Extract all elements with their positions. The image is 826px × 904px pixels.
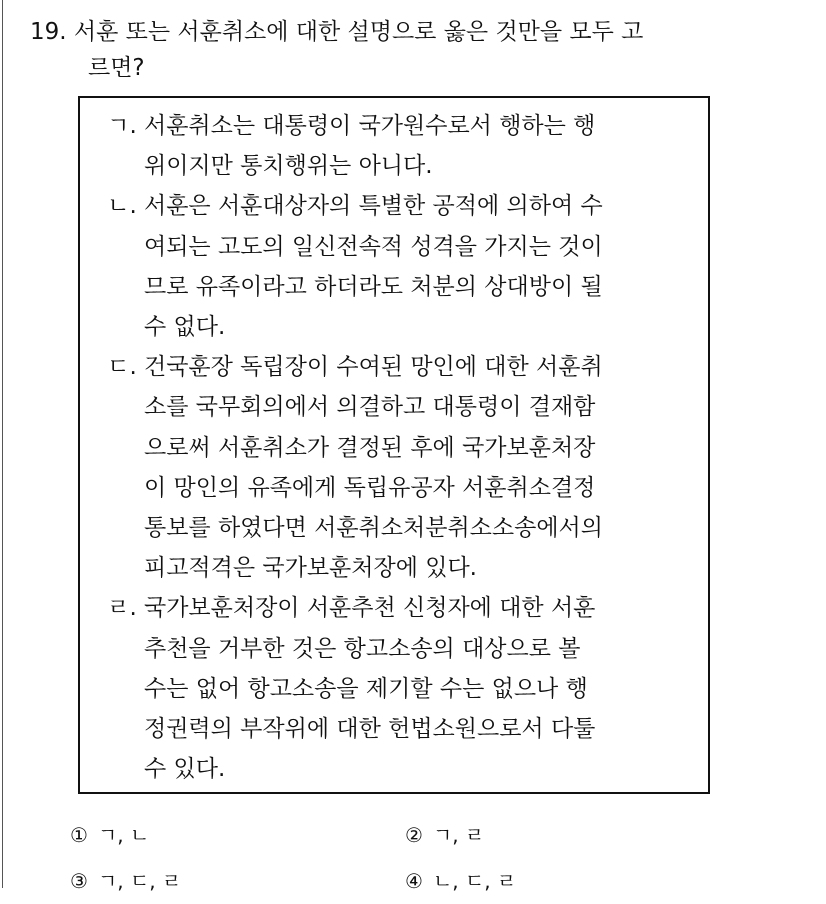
statement-line	[100, 227, 603, 267]
question	[30, 14, 790, 86]
statement-text: 정권력의 부작위에 대한 헌법소원으로서 다툴	[144, 716, 596, 743]
statement-text: 서훈은 서훈대상자의 특별한 공적에 의하여 수	[144, 193, 603, 220]
statement-item	[100, 186, 603, 347]
statement-line	[100, 749, 603, 789]
statement-line	[100, 267, 603, 307]
statement-text: 건국훈장 독립장이 수여된 망인에 대한 서훈취	[144, 354, 603, 381]
statement-item	[100, 106, 603, 186]
question-text-line1: 서훈 또는 서훈취소에 대한 설명으로 옳은 것만을 모두 고	[73, 19, 644, 45]
statement-marker: ㄷ.	[107, 354, 137, 381]
choice-number: ①	[70, 823, 88, 847]
statement-line	[100, 146, 603, 186]
statement-line	[100, 709, 603, 749]
choice-text: ㄱ, ㄹ	[432, 823, 485, 847]
statement-line	[100, 508, 603, 548]
choice-number: ④	[405, 869, 423, 893]
statement-line	[100, 307, 603, 347]
choice-2[interactable]	[405, 812, 484, 858]
statement-marker: ㄱ.	[107, 113, 137, 139]
statement-text: 통보를 하였다면 서훈취소처분취소소송에서의	[144, 515, 603, 542]
statement-line	[100, 428, 603, 468]
statement-text: 소를 국무회의에서 의결하고 대통령이 결재함	[144, 394, 596, 421]
statement-text: 므로 유족이라고 하더라도 처분의 상대방이 될	[144, 273, 603, 300]
choice-text: ㄱ, ㄴ	[97, 823, 150, 847]
statement-text: 여되는 고도의 일신전속적 성격을 가지는 것이	[144, 233, 603, 260]
statement-text: 수 없다.	[144, 314, 226, 341]
statement-item	[100, 347, 603, 588]
choice-number: ②	[405, 823, 423, 847]
statement-line	[100, 588, 603, 628]
question-text-line2: 르면?	[88, 55, 145, 81]
statement-text: 수는 없어 항고소송을 제기할 수는 없으나 행	[144, 675, 588, 702]
choice-4[interactable]	[405, 858, 516, 904]
statement-text: 으로써 서훈취소가 결정된 후에 국가보훈처장	[144, 434, 596, 461]
choice-1[interactable]	[70, 812, 149, 858]
choice-text: ㄴ, ㄷ, ㄹ	[432, 869, 517, 893]
statement-marker: ㄴ.	[107, 193, 137, 220]
statement-item	[100, 588, 603, 789]
statement-line	[100, 347, 603, 387]
statement-line	[100, 548, 603, 588]
statement-line	[100, 669, 603, 709]
statement-line	[100, 186, 603, 226]
statement-text: 피고적격은 국가보훈처장에 있다.	[144, 555, 477, 582]
question-number: 19.	[30, 19, 67, 45]
statement-line	[100, 629, 603, 669]
statement-line	[100, 468, 603, 508]
statement-text: 서훈취소는 대통령이 국가원수로서 행하는 행	[144, 113, 596, 139]
page-margin-line	[2, 0, 3, 888]
statement-text: 위이지만 통치행위는 아니다.	[144, 153, 433, 180]
choice-number: ③	[70, 869, 88, 893]
statements-list	[100, 106, 603, 789]
choice-3[interactable]	[70, 858, 181, 904]
statement-text: 수 있다.	[144, 756, 226, 783]
statement-text: 이 망인의 유족에게 독립유공자 서훈취소결정	[144, 474, 596, 501]
statement-text: 국가보훈처장이 서훈추천 신청자에 대한 서훈	[144, 595, 596, 622]
choice-text: ㄱ, ㄷ, ㄹ	[97, 869, 182, 893]
statement-line	[100, 387, 603, 427]
statement-line	[100, 106, 603, 146]
statement-marker: ㄹ.	[107, 595, 137, 622]
statement-text: 추천을 거부한 것은 항고소송의 대상으로 볼	[144, 635, 581, 662]
